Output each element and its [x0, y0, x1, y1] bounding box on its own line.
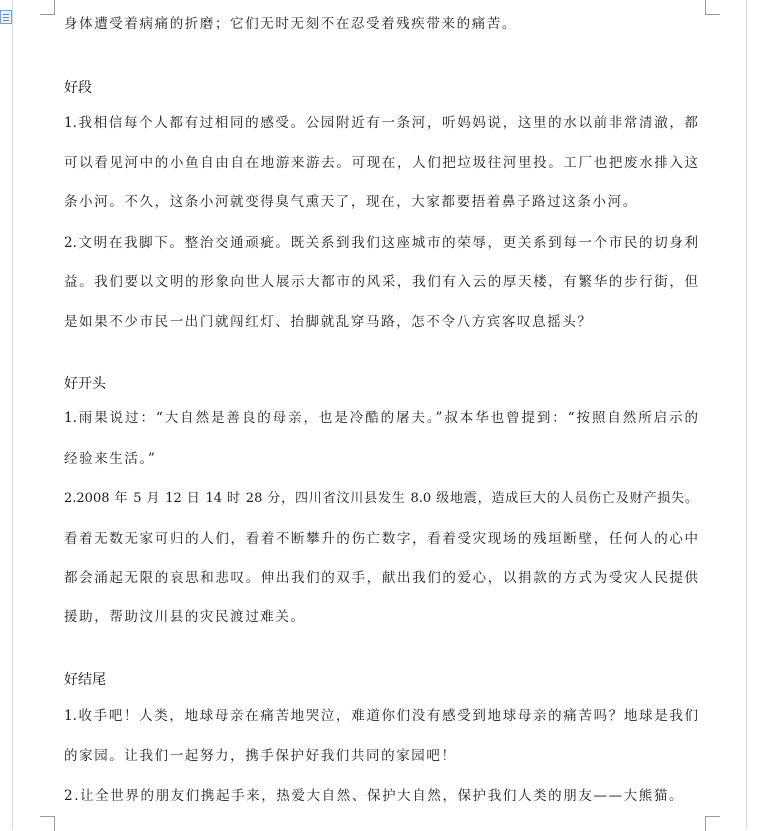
section-heading-good-ending: 好结尾 [64, 672, 106, 688]
paragraph-line: 2.让全世界的朋友们携起手来，热爱大自然、保护大自然，保护我们人类的朋友——大熊猫。 [64, 788, 685, 804]
page-edge-right [746, 0, 747, 830]
paragraph-line: 益。我们要以文明的形象向世人展示大都市的风采，我们有入云的厚天楼，有繁华的步行街，但 [64, 274, 698, 290]
paragraph-line: 经验来生活。” [64, 451, 157, 467]
paragraph-line: 1.我相信每个人都有过相同的感受。公园附近有一条河，听妈妈说，这里的水以前非常清澈，都 [64, 115, 698, 131]
page-corner-mark [40, 816, 55, 831]
section-heading-good-paragraph: 好段 [64, 80, 92, 96]
intro-line: 身体遭受着病痛的折磨；它们无时无刻不在忍受着残疾带来的痛苦。 [64, 16, 517, 32]
page-corner-mark [705, 816, 720, 831]
page-corner-mark [705, 0, 720, 15]
paragraph-line: 1.雨果说过：“大自然是善良的母亲，也是冷酷的屠夫。”叔本华也曾提到：“按照自然所启示的 [64, 410, 698, 426]
paragraph-line: 都会涌起无限的哀思和悲叹。伸出我们的双手，献出我们的爱心，以捐款的方式为受灾人民提供 [64, 570, 698, 586]
paragraph-line: 援助，帮助汶川县的灾民渡过难关。 [64, 609, 306, 625]
paragraph-line: 是如果不少市民一出门就闯红灯、抬脚就乱穿马路，怎不令八方宾客叹息摇头？ [64, 314, 593, 330]
section-heading-good-opening: 好开头 [64, 376, 106, 392]
paragraph-line: 可以看见河中的小鱼自由自在地游来游去。可现在，人们把垃圾往河里投。工厂也把废水排入这 [64, 155, 698, 171]
paragraph-line: 看着无数无家可归的人们，看着不断攀升的伤亡数字，看着受灾现场的残垣断壁，任何人的心中 [64, 531, 698, 547]
paragraph-line: 2.2008 年 5 月 12 日 14 时 28 分，四川省汶川县发生 8.0 级地震，造成巨大的人员伤亡及财产损失。 [64, 491, 698, 506]
paragraph-line: 1.收手吧！人类，地球母亲在痛苦地哭泣，难道你们没有感受到地球母亲的痛苦吗？地球是我们 [64, 708, 698, 724]
page-corner-mark [40, 0, 55, 15]
paragraph-line: 条小河。不久，这条小河就变得臭气熏天了，现在，大家都要捂着鼻子路过这条小河。 [64, 194, 638, 210]
document-icon[interactable] [0, 10, 12, 24]
paragraph-line: 的家园。让我们一起努力，携手保护好我们共同的家园吧！ [64, 748, 457, 764]
page-edge-left [12, 0, 13, 830]
paragraph-line: 2.文明在我脚下。整治交通顽疵。既关系到我们这座城市的荣辱，更关系到每一个市民的切身利 [64, 235, 698, 251]
